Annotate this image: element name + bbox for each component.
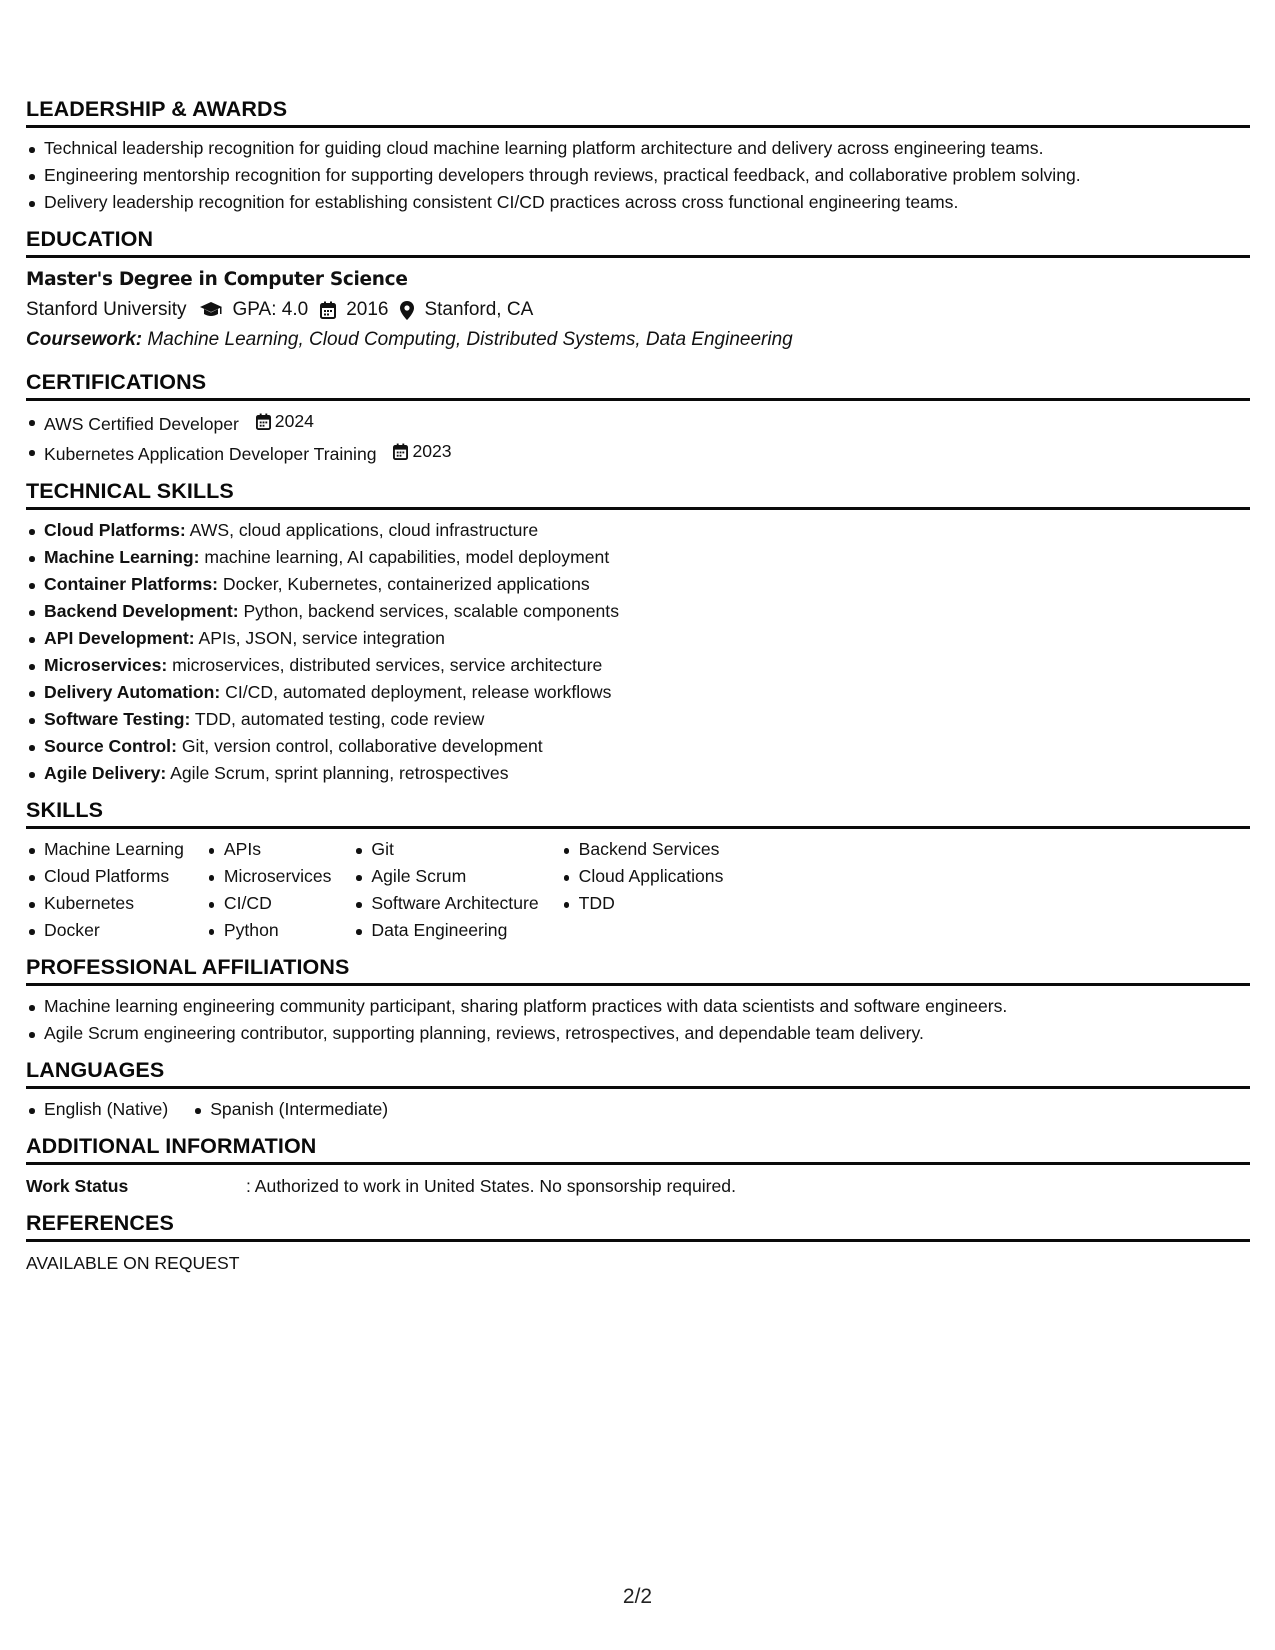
skill-values: CI/CD, automated deployment, release workflows <box>220 682 612 702</box>
leadership-heading: LEADERSHIP & AWARDS <box>26 96 1250 128</box>
skill-values: Git, version control, collaborative development <box>176 736 543 756</box>
list-item: Software Architecture <box>353 890 560 917</box>
list-item <box>26 598 1250 625</box>
list-item: Data Engineering <box>353 917 560 944</box>
cert-name: AWS Certified Developer <box>44 414 239 434</box>
degree-title: Master's Degree in Computer Science <box>26 269 408 290</box>
coursework-list: Machine Learning, Cloud Computing, Distributed Systems, Data Engineering <box>142 329 793 350</box>
skill-category: Container Platforms: <box>44 574 219 594</box>
calendar-icon <box>256 413 271 430</box>
list-item: Microservices <box>206 863 354 890</box>
skills-heading: SKILLS <box>26 797 1250 829</box>
affiliations-list <box>26 993 1250 1047</box>
list-item <box>26 760 1250 787</box>
list-item: Delivery leadership recognition for establishing consistent CI/CD practices across cross functional engineering teams. <box>26 189 1250 216</box>
education-section <box>26 226 1250 355</box>
list-item <box>26 408 1250 438</box>
list-item <box>26 706 1250 733</box>
list-item: Spanish (Intermediate) <box>192 1096 388 1123</box>
list-item: Agile Scrum engineering contributor, supporting planning, reviews, retrospectives, and dependable team delivery. <box>26 1020 1250 1047</box>
list-item: APIs <box>206 836 354 863</box>
list-item: Git <box>353 836 560 863</box>
skills-columns <box>26 836 1250 944</box>
languages-list <box>26 1096 1250 1123</box>
list-item: Technical leadership recognition for guiding cloud machine learning platform architecture and delivery across engineering teams. <box>26 135 1250 162</box>
skill-values: Docker, Kubernetes, containerized applications <box>218 574 590 594</box>
references-section <box>26 1210 1250 1277</box>
additional-info-section <box>26 1133 1250 1200</box>
technical-skills-section <box>26 478 1250 787</box>
page-number: 2/2 <box>622 1585 653 1608</box>
skill-values: APIs, JSON, service integration <box>194 628 445 648</box>
resume-page-2 <box>26 96 1250 1287</box>
skills-column <box>561 836 746 944</box>
skill-category: Software Testing: <box>44 709 191 729</box>
list-item: CI/CD <box>206 890 354 917</box>
skill-values: AWS, cloud applications, cloud infrastructure <box>185 520 539 540</box>
skills-section <box>26 797 1250 944</box>
school-name: Stanford University <box>26 299 187 320</box>
skill-category: Machine Learning: <box>44 547 200 567</box>
skill-values: Agile Scrum, sprint planning, retrospectives <box>166 763 509 783</box>
calendar-icon <box>393 443 408 460</box>
cert-year: 2024 <box>274 411 314 431</box>
skill-values: TDD, automated testing, code review <box>190 709 485 729</box>
list-item: Machine Learning <box>26 836 206 863</box>
skills-column <box>353 836 560 944</box>
skill-category: API Development: <box>44 628 195 648</box>
skills-column <box>206 836 354 944</box>
additional-info-heading: ADDITIONAL INFORMATION <box>26 1133 1250 1165</box>
leadership-section <box>26 96 1250 216</box>
calendar-icon <box>320 301 336 319</box>
coursework <box>26 325 1250 355</box>
education-heading: EDUCATION <box>26 226 1250 258</box>
list-item: Docker <box>26 917 206 944</box>
list-item: Python <box>206 917 354 944</box>
education-details <box>26 295 1250 325</box>
references-text: AVAILABLE ON REQUEST <box>26 1253 240 1273</box>
list-item: Agile Scrum <box>353 863 560 890</box>
graduation-cap-icon <box>199 301 223 319</box>
list-item: Cloud Platforms <box>26 863 206 890</box>
technical-skills-list <box>26 517 1250 787</box>
gpa: GPA: 4.0 <box>232 299 309 320</box>
certifications-section <box>26 369 1250 468</box>
technical-skills-heading: TECHNICAL SKILLS <box>26 478 1250 510</box>
list-item: TDD <box>561 890 746 917</box>
list-item <box>26 544 1250 571</box>
affiliations-section <box>26 954 1250 1047</box>
affiliations-heading: PROFESSIONAL AFFILIATIONS <box>26 954 1250 986</box>
list-item <box>26 679 1250 706</box>
list-item <box>26 625 1250 652</box>
languages-heading: LANGUAGES <box>26 1057 1250 1089</box>
cert-year: 2023 <box>412 441 452 461</box>
list-item: Backend Services <box>561 836 746 863</box>
skill-category: Delivery Automation: <box>44 682 221 702</box>
languages-section <box>26 1057 1250 1123</box>
work-status-label: Work Status <box>26 1176 129 1196</box>
school-location: Stanford, CA <box>424 299 534 320</box>
skill-values: Python, backend services, scalable components <box>238 601 619 621</box>
graduation-year: 2016 <box>346 299 389 320</box>
list-item <box>26 438 1250 468</box>
skill-category: Source Control: <box>44 736 177 756</box>
skill-values: machine learning, AI capabilities, model deployment <box>199 547 610 567</box>
list-item: English (Native) <box>26 1096 168 1123</box>
list-item: Kubernetes <box>26 890 206 917</box>
list-item <box>26 517 1250 544</box>
skill-values: microservices, distributed services, service architecture <box>167 655 603 675</box>
map-pin-icon <box>400 301 414 320</box>
work-status-value: : Authorized to work in United States. No sponsorship required. <box>246 1176 736 1196</box>
skill-category: Cloud Platforms: <box>44 520 186 540</box>
certifications-heading: CERTIFICATIONS <box>26 369 1250 401</box>
list-item <box>26 733 1250 760</box>
skill-category: Microservices: <box>44 655 168 675</box>
cert-name: Kubernetes Application Developer Training <box>44 444 377 464</box>
list-item: Cloud Applications <box>561 863 746 890</box>
list-item <box>26 571 1250 598</box>
references-heading: REFERENCES <box>26 1210 1250 1242</box>
certifications-list <box>26 408 1250 468</box>
skill-category: Backend Development: <box>44 601 239 621</box>
work-status-row <box>26 1172 1250 1200</box>
list-item <box>26 652 1250 679</box>
cert-date <box>393 438 451 465</box>
coursework-label: Coursework: <box>26 329 143 350</box>
list-item: Machine learning engineering community participant, sharing platform practices with data scientists and software engineers. <box>26 993 1250 1020</box>
skills-column <box>26 836 206 944</box>
cert-date <box>256 408 314 435</box>
leadership-list <box>26 135 1250 216</box>
skill-category: Agile Delivery: <box>44 763 167 783</box>
list-item: Engineering mentorship recognition for supporting developers through reviews, practical feedback, and collaborative problem solving. <box>26 162 1250 189</box>
